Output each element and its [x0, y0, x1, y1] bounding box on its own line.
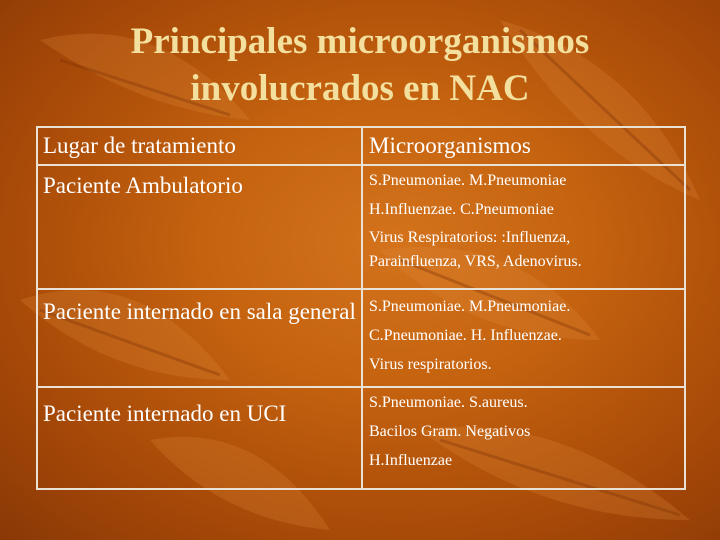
table-row — [37, 289, 685, 387]
place-cell: Paciente Ambulatorio — [37, 165, 362, 289]
microorganisms-table — [36, 126, 686, 490]
slide-title — [0, 18, 720, 112]
organisms-cell — [362, 289, 685, 387]
slide-title-line-2: involucrados en NAC — [190, 68, 530, 109]
organism-line: S.Pneumoniae. M.Pneumoniae — [369, 172, 567, 189]
organism-line: Bacilos Gram. Negativos — [369, 423, 531, 440]
organism-line: S.Pneumoniae. S.aureus. — [369, 394, 528, 411]
organism-line: Virus Respiratorios: :Influenza, — [369, 229, 571, 246]
table-row — [37, 387, 685, 489]
header-organisms: Microorganismos — [362, 127, 685, 165]
slide-title-line-1: Principales microorganismos — [130, 21, 590, 62]
table-header-row — [37, 127, 685, 165]
organisms-cell — [362, 387, 685, 489]
table-row — [37, 165, 685, 289]
organism-line: H.Influenzae — [369, 452, 453, 469]
header-place: Lugar de tratamiento — [37, 127, 362, 165]
organism-line: Virus respiratorios. — [369, 356, 492, 373]
organism-line: S.Pneumoniae. M.Pneumoniae. — [369, 298, 571, 315]
organism-line: C.Pneumoniae. H. Influenzae. — [369, 327, 562, 344]
place-cell: Paciente internado en UCI — [37, 387, 362, 489]
organisms-cell — [362, 165, 685, 289]
place-cell: Paciente internado en sala general — [37, 289, 362, 387]
organism-line: H.Influenzae. C.Pneumoniae — [369, 201, 554, 218]
organism-line: Parainfluenza, VRS, Adenovirus. — [369, 253, 582, 270]
